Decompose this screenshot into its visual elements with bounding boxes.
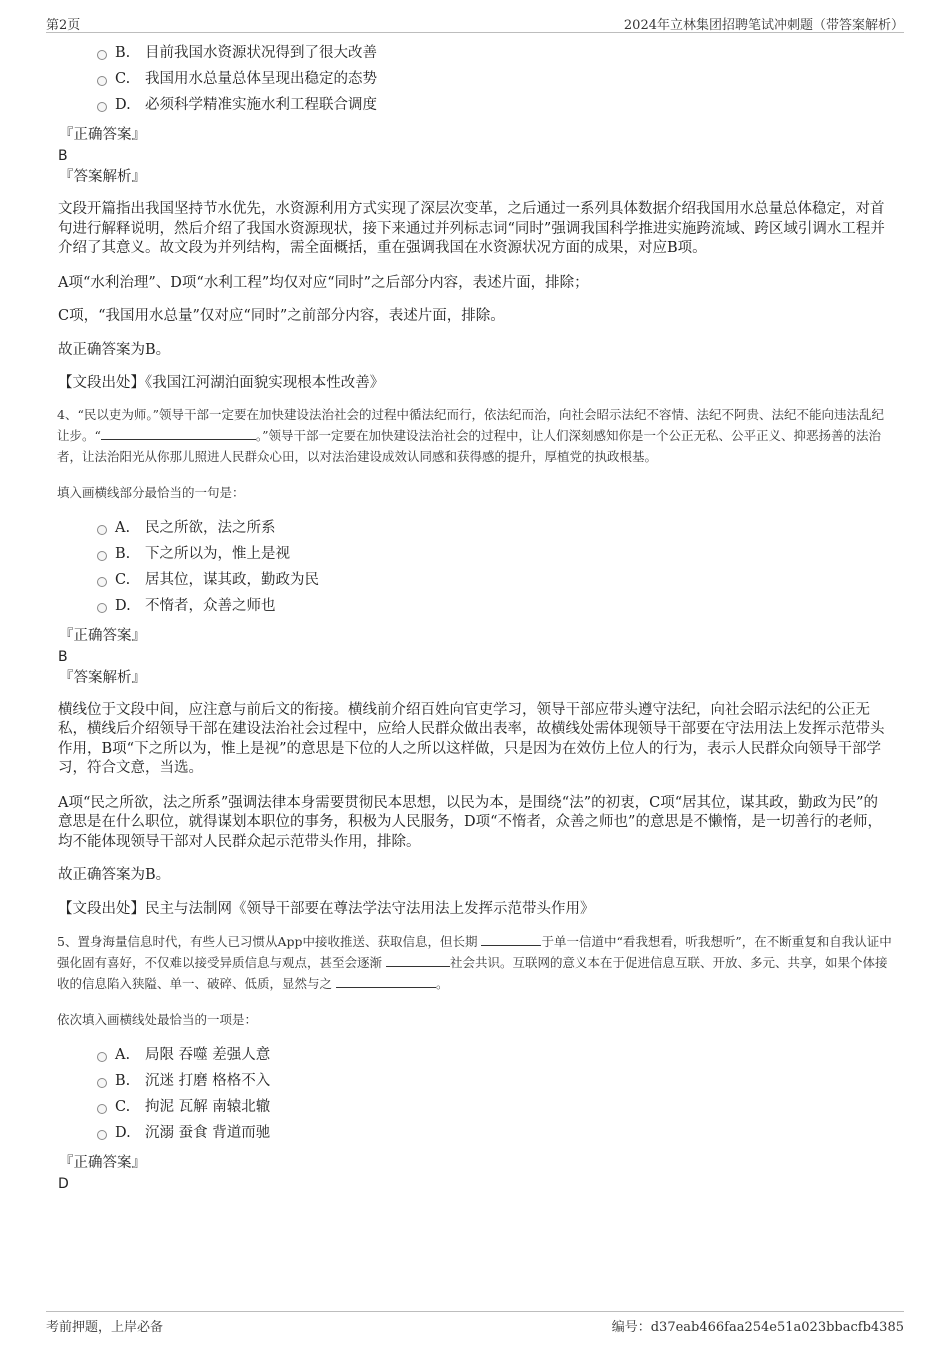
q5-option-c[interactable] [57,1094,892,1120]
option-text: 必须科学精准实施水利工程联合调度 [145,97,377,113]
option-text: 目前我国水资源状况得到了很大改善 [145,45,377,61]
fill-blank [101,427,256,440]
option-text: 下之所以为，惟上是视 [145,545,290,562]
radio-button[interactable] [97,525,107,535]
source-citation: 【文段出处】民主与法制网《领导干部要在尊法学法守法用法上发挥示范带头作用》 [58,900,595,917]
analysis-paragraph: 横线位于文段中间，应注意与前后文的衔接。横线前介绍百姓向官吏学习，领导干部应带头遵守法纪，向社会昭示法纪的公正无私，横线后介绍领导干部在建设法治社会过程中，应给人民群众做出表率，故横线处需体现领导干部要在守法用法上发挥示范带头作用，B项“下之所以为，惟上是视”的意思是下位的人之所以这样做，只是因为在效仿上位人的行为，表示人民群众向领导干部学习，符合文意，当选。 [58,701,885,776]
radio-button[interactable] [97,102,107,112]
correct-answer-label: 『正确答案』 [59,1155,146,1171]
question-5-prompt: 依次填入画横线处最恰当的一项是： [57,1012,258,1027]
analysis-label: 『答案解析』 [59,169,146,185]
radio-button[interactable] [97,603,107,613]
question-4-prompt: 填入画横线部分最恰当的一句是： [57,484,245,500]
option-text: 民之所欲，法之所系 [145,519,276,536]
q4-option-c[interactable] [57,567,892,593]
fill-blank [481,933,541,946]
radio-button[interactable] [97,1078,107,1088]
option-label: D. [115,597,131,614]
correct-answer: B [58,148,68,164]
option-label: A. [115,519,131,536]
radio-button[interactable] [97,76,107,86]
option-label: D. [115,97,131,113]
option-text: 我国用水总量总体呈现出稳定的态势 [145,71,377,87]
radio-button[interactable] [97,50,107,60]
correct-answer-label: 『正确答案』 [59,127,146,143]
q5-option-d[interactable] [57,1120,892,1146]
radio-button[interactable] [97,1104,107,1114]
fill-blank [336,975,436,988]
source-citation: 【文段出处】《我国江河湖泊面貌实现根本性改善》 [58,375,385,391]
option-label: B. [115,45,131,61]
q5-option-b[interactable] [57,1068,892,1094]
q4-option-b[interactable] [57,541,892,567]
option-text: 沉迷 打磨 格格不入 [145,1073,271,1089]
q5-option-a[interactable] [57,1042,892,1068]
option-label: D. [115,1125,131,1141]
analysis-paragraph: 故正确答案为B。 [58,341,171,358]
correct-answer: D [58,1176,69,1192]
question-5-stem: 5、置身海量信息时代，有些人已习惯从App中接收推送、获取信息，但长期 于单一信道中“看我想看，听我想听”，在不断重复和自我认证中强化固有喜好，不仅难以接受异质信息与观点，甚至会逐渐 社会共识。互联网的意义本在于促进信息互联、开放、多元、共享，如果个体接收的信息陷入狭隘、单一、破碎、低质，显然与之 。 [57,934,892,991]
radio-button[interactable] [97,1052,107,1062]
radio-button[interactable] [97,551,107,561]
document-id: 编号：d37eab466faa254e51a023bbacfb4385 [611,1320,904,1335]
q3-options [57,40,892,118]
option-label: C. [115,1099,131,1115]
analysis-paragraph: A项“水利治理”、D项“水利工程”均仅对应“同时”之后部分内容，表述片面，排除； [58,274,589,291]
q3-option-c[interactable] [57,66,892,92]
fill-blank [386,954,450,967]
q3-option-d[interactable] [57,92,892,118]
option-text: 居其位，谋其政，勤政为民 [145,571,319,588]
option-label: A. [115,1047,131,1063]
option-label: B. [115,545,131,562]
page-footer [46,1311,904,1338]
option-text: 局限 吞噬 差强人意 [145,1047,271,1063]
analysis-paragraph: A项“民之所欲，法之所系”强调法律本身需要贯彻民本思想，以民为本，是围绕“法”的初衷，C项“居其位，谋其政，勤政为民”的意思是在什么职位，就得谋划本职位的事务，积极为人民服务，D项“不惰者，众善之师也”的意思是不懒惰，是一切善行的老师，均不能体现领导干部对人民群众起示范带头作用，排除。 [58,794,882,850]
q5-options [57,1042,892,1146]
q4-option-a[interactable] [57,515,892,541]
analysis-paragraph: 故正确答案为B。 [58,867,171,883]
option-label: C. [115,71,131,87]
footer-slogan: 考前押题，上岸必备 [46,1320,164,1335]
correct-answer-label: 『正确答案』 [59,627,146,644]
option-label: C. [115,571,131,588]
page-number: 第2页 [46,18,81,33]
question-4-stem: 4、“民以吏为师。”领导干部一定要在加快建设法治社会的过程中循法纪而行，依法纪而治，向社会昭示法纪不容情、法纪不阿贵、法纪不能向违法乱纪让步。“ 。”领导干部一定要在加快建设法治社会的过程中，让人们深刻感知你是一个公正无私、公平正义、抑恶扬善的法治者，让法治阳光从你那儿照进人民群众心田，以对法治建设成效认同感和获得感的提升，厚植党的执政根基。 [57,406,884,464]
option-label: B. [115,1073,131,1089]
q3-option-b[interactable] [57,40,892,66]
radio-button[interactable] [97,577,107,587]
q4-options [57,515,892,619]
analysis-paragraph: 文段开篇指出我国坚持节水优先，水资源利用方式实现了深层次变革，之后通过一系列具体数据介绍我国用水总量总体稳定，对首句进行解释说明，然后介绍了我国水资源现状，接下来通过并列标志词“同时”强调我国科学推进实施跨流域、跨区域引调水工程并介绍了其意义。故文段为并列结构，需全面概括，重在强调我国在水资源状况方面的成果，对应B项。 [58,201,885,256]
correct-answer: B [58,648,68,665]
analysis-label: 『答案解析』 [59,669,146,686]
q4-option-d[interactable] [57,593,892,619]
analysis-paragraph: C项，“我国用水总量”仅对应“同时”之前部分内容，表述片面，排除。 [58,308,505,324]
page-header [46,10,904,33]
option-text: 沉溺 蚕食 背道而驰 [145,1125,271,1141]
option-text: 不惰者，众善之师也 [145,597,276,614]
radio-button[interactable] [97,1130,107,1140]
option-text: 拘泥 瓦解 南辕北辙 [145,1099,271,1115]
document-title: 2024年立林集团招聘笔试冲刺题（带答案解析） [623,18,904,33]
page-content [57,40,892,1194]
